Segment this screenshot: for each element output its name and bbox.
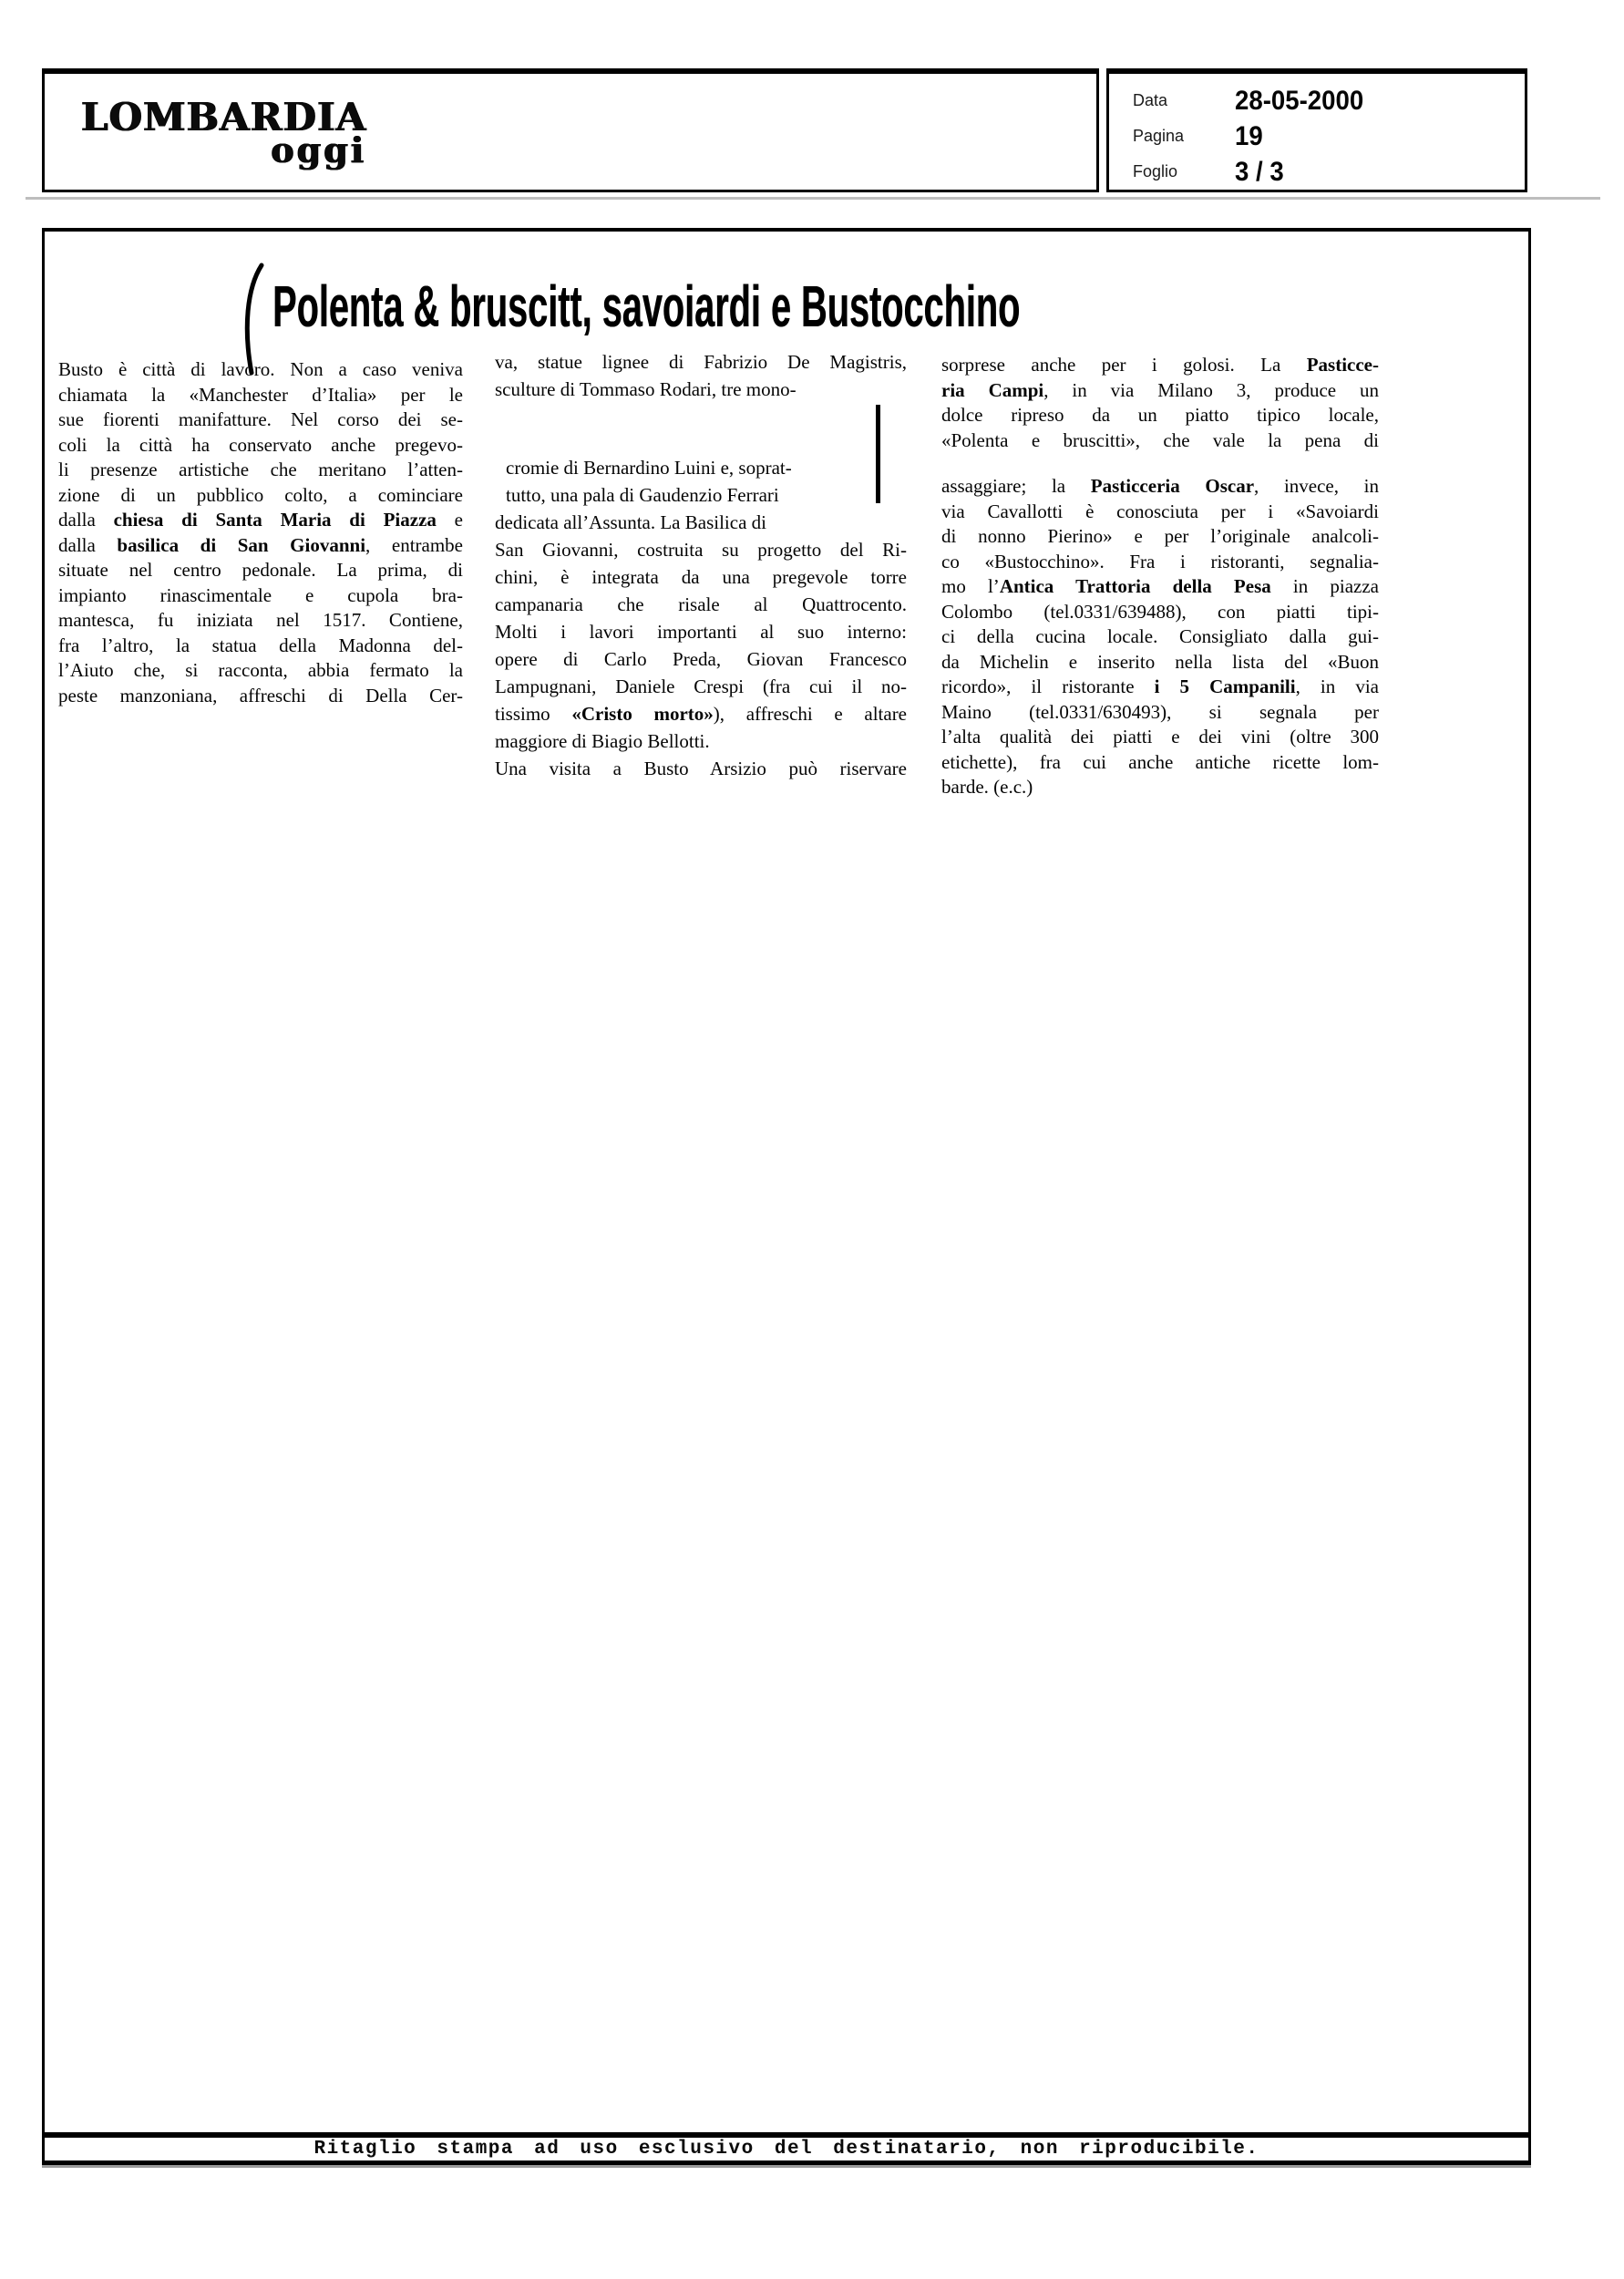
article-text: Colombo (tel.0331/639488), con piatti tipi- [941, 600, 1379, 623]
article-text: San Giovanni, costruita su progetto del Ri- [495, 539, 907, 561]
article-line [495, 376, 907, 403]
article-text: l’alta qualità dei piatti e dei vini (oltre 300 [941, 726, 1379, 748]
article-text: coli la città ha conservato anche pregevo- [58, 433, 463, 456]
article-text: va, statue lignee di Fabrizio De Magistris, [495, 351, 907, 373]
article-line [495, 673, 907, 700]
article-line [58, 658, 463, 684]
meta-value-foglio: 3 / 3 [1235, 156, 1284, 187]
article-text: , entrambe [365, 533, 463, 556]
article-line [495, 618, 907, 645]
article-line [58, 608, 463, 634]
article-line [941, 474, 1379, 500]
article-line [58, 634, 463, 659]
article-text: Busto è città di lavoro. Non a caso veniva [58, 358, 463, 380]
article-line [941, 675, 1379, 700]
meta-row-pagina [1133, 119, 1525, 154]
article-column-2 [495, 348, 907, 782]
article-line [58, 433, 463, 459]
article-text: Maino (tel.0331/630493), si segnala per [941, 700, 1379, 723]
article-line [58, 533, 463, 559]
article-text: fra l’altro, la statua della Madonna del- [58, 634, 463, 656]
article-text: opere di Carlo Preda, Giovan Francesco [495, 648, 907, 670]
article-line [941, 428, 1379, 454]
article-text: via Cavallotti è conosciuta per i «Savoiardi [941, 500, 1379, 522]
article-text: li presenze artistiche che meritano l’atten- [58, 459, 463, 480]
article-line [941, 725, 1379, 750]
meta-label-data: Data [1133, 91, 1168, 109]
article-line [495, 481, 907, 509]
article-column-1 [58, 357, 463, 708]
publication-logo-box [42, 68, 1099, 192]
article-line [941, 403, 1379, 428]
article-line [495, 727, 907, 755]
article-bold-text: Pasticceria Oscar [1090, 475, 1255, 497]
scan-artifact-line [876, 405, 880, 503]
logo-text-lombardia: LOMBARDIA [81, 95, 367, 139]
article-line [941, 378, 1379, 404]
article-line [495, 563, 907, 591]
article-text: ci della cucina locale. Consigliato dalla gui- [941, 625, 1379, 647]
article-text: sue fiorenti manifatture. Nel corso dei se- [58, 408, 463, 430]
article-text: barde. (e.c.) [941, 776, 1033, 798]
article-line [58, 383, 463, 408]
article-text: , in via [1295, 675, 1379, 697]
article-text: etichette), fra cui anche antiche ricette lom- [941, 750, 1379, 773]
article-box [42, 228, 1531, 2135]
article-text: di nonno Pierino» e per l’originale analcoli- [941, 525, 1379, 547]
article-line [495, 348, 907, 376]
article-text: tutto, una pala di Gaudenzio Ferrari [506, 484, 779, 506]
article-text: tissimo [495, 703, 572, 725]
meta-row-foglio [1133, 154, 1525, 190]
article-text: Una visita a Busto Arsizio può riservare [495, 758, 907, 779]
article-text: Lampugnani, Daniele Crespi (fra cui il no- [495, 675, 907, 697]
article-line [495, 591, 907, 618]
article-line [58, 357, 463, 383]
article-text: dedicata all’Assunta. La Basilica di [495, 511, 766, 533]
article-line [58, 684, 463, 709]
article-line [941, 574, 1379, 600]
article-line [495, 700, 907, 727]
article-text: in piazza [1270, 575, 1380, 597]
article-text: chini, è integrata da una pregevole torre [495, 566, 907, 588]
article-text: cromie di Bernardino Luini e, soprat- [506, 457, 792, 479]
meta-value-data: 28-05-2000 [1235, 85, 1364, 116]
article-text: assaggiare; la [941, 475, 1091, 497]
footer-disclaimer-bar [42, 2135, 1531, 2165]
article-text: «Polenta e bruscitti», che vale la pena di [941, 428, 1379, 451]
article-line [58, 558, 463, 583]
article-text: sorprese anche per i golosi. La [941, 354, 1307, 376]
article-line [941, 700, 1379, 726]
article-text: chiamata la «Manchester d’Italia» per le [58, 383, 463, 406]
meta-value-pagina: 19 [1235, 120, 1263, 151]
article-line [495, 509, 907, 536]
article-text: , in via Milano 3, produce un [1043, 378, 1380, 401]
article-line [58, 508, 463, 533]
article-text: zione di un pubblico colto, a cominciare [58, 483, 463, 506]
article-text: dolce ripreso da un piatto tipico locale, [941, 404, 1379, 426]
meta-row-data [1133, 83, 1525, 119]
article-line [58, 583, 463, 609]
clipping-meta-box [1106, 68, 1527, 192]
meta-label-pagina: Pagina [1133, 127, 1185, 145]
article-text: ), affreschi e altare [713, 703, 908, 725]
article-line [941, 775, 1379, 800]
footer-disclaimer-text: Ritaglio stampa ad uso esclusivo del destinatario, non riproducibile. [313, 2139, 1259, 2160]
article-text: maggiore di Biagio Bellotti. [495, 730, 710, 752]
article-line [941, 624, 1379, 650]
article-line [941, 750, 1379, 776]
article-bold-text: i 5 Campanili [1154, 675, 1296, 697]
article-line [495, 536, 907, 563]
article-text: sculture di Tommaso Rodari, tre mono- [495, 378, 797, 400]
article-line [941, 650, 1379, 675]
article-text: dalla [58, 533, 118, 556]
article-line [941, 524, 1379, 550]
article-bold-text: basilica di San Giovanni [117, 533, 366, 556]
article-bold-text: chiesa di Santa Maria di Piazza [113, 509, 437, 531]
article-text: mantesca, fu iniziata nel 1517. Contiene, [58, 609, 463, 631]
article-bold-text: Antica Trattoria della Pesa [999, 575, 1271, 597]
article-line [58, 407, 463, 433]
article-text: impianto rinascimentale e cupola bra- [58, 583, 463, 606]
article-text: Molti i lavori importanti al suo interno: [495, 621, 907, 643]
article-text: , invece, in [1254, 475, 1380, 497]
article-line [941, 600, 1379, 625]
publication-logo [81, 95, 367, 170]
article-text: peste manzoniana, affreschi di Della Cer- [58, 684, 463, 706]
article-text: e [436, 509, 463, 531]
article-text: dalla [58, 509, 114, 531]
meta-label-foglio: Foglio [1133, 162, 1178, 180]
article-line [58, 458, 463, 483]
article-line [58, 483, 463, 509]
logo-text-oggi: oggi [271, 129, 367, 170]
article-line [941, 550, 1379, 575]
article-line [495, 755, 907, 782]
article-bold-text: ria Campi [941, 378, 1044, 401]
article-text: da Michelin e inserito nella lista del «Buon [941, 650, 1379, 673]
article-text: ricordo», il ristorante [941, 675, 1155, 697]
article-line [941, 500, 1379, 525]
header-divider-line [26, 197, 1600, 200]
article-text: co «Bustocchino». Fra i ristoranti, segnalia- [941, 550, 1379, 572]
article-text: situate nel centro pedonale. La prima, di [58, 559, 463, 581]
article-text: mo l’ [941, 575, 1000, 597]
article-text: l’Aiuto che, si racconta, abbia fermato la [58, 659, 463, 681]
article-column-3 [941, 353, 1379, 800]
article-title: Polenta & bruscitt, savoiardi e Bustocchino [272, 273, 1021, 339]
article-text: campanaria che risale al Quattrocento. [495, 593, 907, 615]
article-bold-text: «Cristo morto» [571, 703, 714, 725]
article-line [941, 353, 1379, 378]
article-line [495, 454, 907, 481]
article-line [495, 645, 907, 673]
article-bold-text: Pasticce- [1306, 354, 1379, 376]
